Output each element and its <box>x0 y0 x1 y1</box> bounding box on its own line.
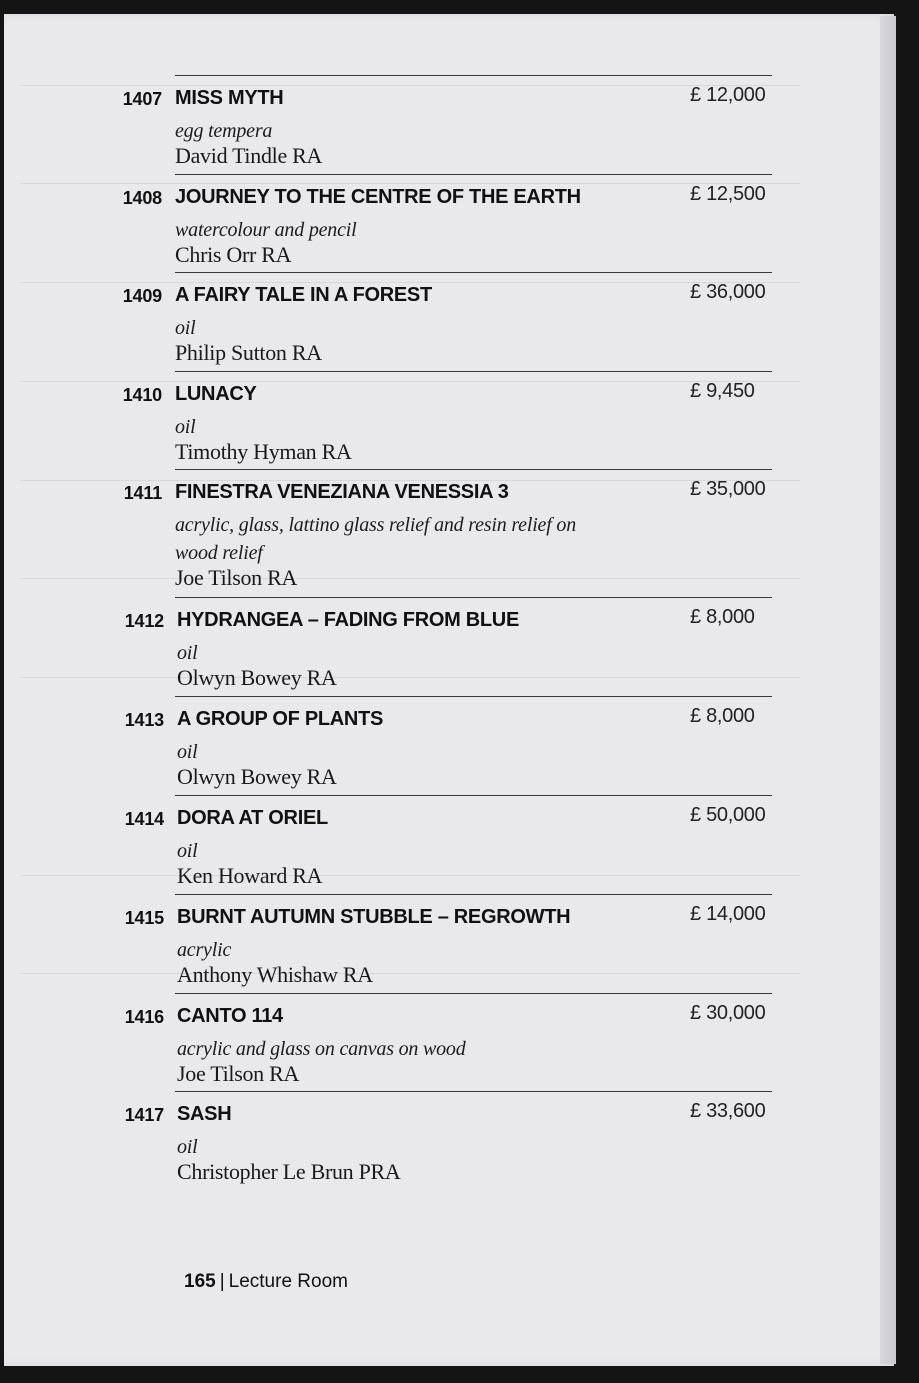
artwork-medium: oil <box>177 741 198 763</box>
artwork-medium: oil <box>175 317 196 339</box>
artwork-medium: oil <box>177 840 198 862</box>
artwork-medium: watercolour and pencil <box>175 219 357 241</box>
artist-name: Timothy Hyman RA <box>175 439 352 464</box>
artist-name: Joe Tilson RA <box>175 565 298 590</box>
artwork-medium: acrylic, glass, lattino glass relief and resin relief on wood relief <box>175 514 576 564</box>
artist-name: Chris Orr RA <box>175 242 292 267</box>
artwork-price: £ 8,000 <box>690 606 755 628</box>
catalogue-number: 1414 <box>124 809 164 829</box>
artwork-title: BURNT AUTUMN STUBBLE – REGROWTH <box>177 906 571 928</box>
artist-name: Christopher Le Brun PRA <box>177 1159 401 1184</box>
artist-name: Anthony Whishaw RA <box>177 962 373 987</box>
entry-divider <box>175 696 772 697</box>
entry-divider <box>175 272 772 273</box>
section-name: Lecture Room <box>228 1271 348 1292</box>
artwork-title: HYDRANGEA – FADING FROM BLUE <box>177 609 519 631</box>
entry-divider <box>175 371 772 372</box>
catalogue-number: 1413 <box>124 710 164 730</box>
artwork-title: CANTO 114 <box>177 1005 283 1027</box>
entry-divider <box>175 597 772 598</box>
catalogue-number: 1412 <box>124 611 164 631</box>
artist-name: David Tindle RA <box>175 143 323 168</box>
artwork-title: LUNACY <box>175 383 257 405</box>
artwork-price: £ 8,000 <box>690 705 755 727</box>
artwork-title: A FAIRY TALE IN A FOREST <box>175 284 432 306</box>
footer-separator: | <box>219 1271 225 1292</box>
artwork-price: £ 14,000 <box>690 903 766 925</box>
artwork-medium: acrylic and glass on canvas on wood <box>177 1038 466 1060</box>
artwork-title: FINESTRA VENEZIANA VENESSIA 3 <box>175 481 509 503</box>
artwork-price: £ 12,000 <box>690 84 766 106</box>
entry-divider <box>175 469 772 470</box>
catalogue-number: 1411 <box>123 483 162 503</box>
entry-divider <box>175 1091 772 1092</box>
catalogue-number: 1416 <box>124 1007 164 1027</box>
artwork-title: DORA AT ORIEL <box>177 807 328 829</box>
catalogue-number: 1408 <box>122 188 162 208</box>
artwork-title: A GROUP OF PLANTS <box>177 708 384 730</box>
artwork-price: £ 33,600 <box>690 1100 766 1122</box>
catalogue-number: 1409 <box>122 286 162 306</box>
artwork-medium: oil <box>177 1136 198 1158</box>
artist-name: Philip Sutton RA <box>175 340 322 365</box>
artist-name: Ken Howard RA <box>177 863 323 888</box>
entry-divider <box>175 993 772 994</box>
artwork-price: £ 12,500 <box>690 183 766 205</box>
artist-name: Joe Tilson RA <box>177 1061 300 1086</box>
artwork-price: £ 9,450 <box>690 380 755 402</box>
artwork-title: MISS MYTH <box>175 87 284 109</box>
artwork-medium: egg tempera <box>175 120 273 142</box>
entry-divider <box>175 894 772 895</box>
catalogue-number: 1417 <box>124 1105 164 1125</box>
artwork-price: £ 35,000 <box>690 478 766 500</box>
artwork-title: SASH <box>177 1103 232 1125</box>
artwork-price: £ 36,000 <box>690 281 766 303</box>
artwork-medium: oil <box>177 642 198 664</box>
catalogue-number: 1407 <box>122 89 162 109</box>
artwork-price: £ 50,000 <box>690 804 766 826</box>
entry-divider <box>175 174 772 175</box>
catalogue-number: 1410 <box>122 385 162 405</box>
artwork-title: JOURNEY TO THE CENTRE OF THE EARTH <box>175 186 581 208</box>
page-number: 165 <box>184 1271 216 1292</box>
artwork-medium: oil <box>175 416 196 438</box>
page-footer <box>184 1271 348 1293</box>
artist-name: Olwyn Bowey RA <box>177 764 337 789</box>
artist-name: Olwyn Bowey RA <box>177 665 337 690</box>
artwork-medium: acrylic <box>177 939 232 961</box>
catalogue-number: 1415 <box>124 908 164 928</box>
artwork-price: £ 30,000 <box>690 1002 766 1024</box>
entry-divider <box>175 795 772 796</box>
entry-divider <box>175 75 772 76</box>
